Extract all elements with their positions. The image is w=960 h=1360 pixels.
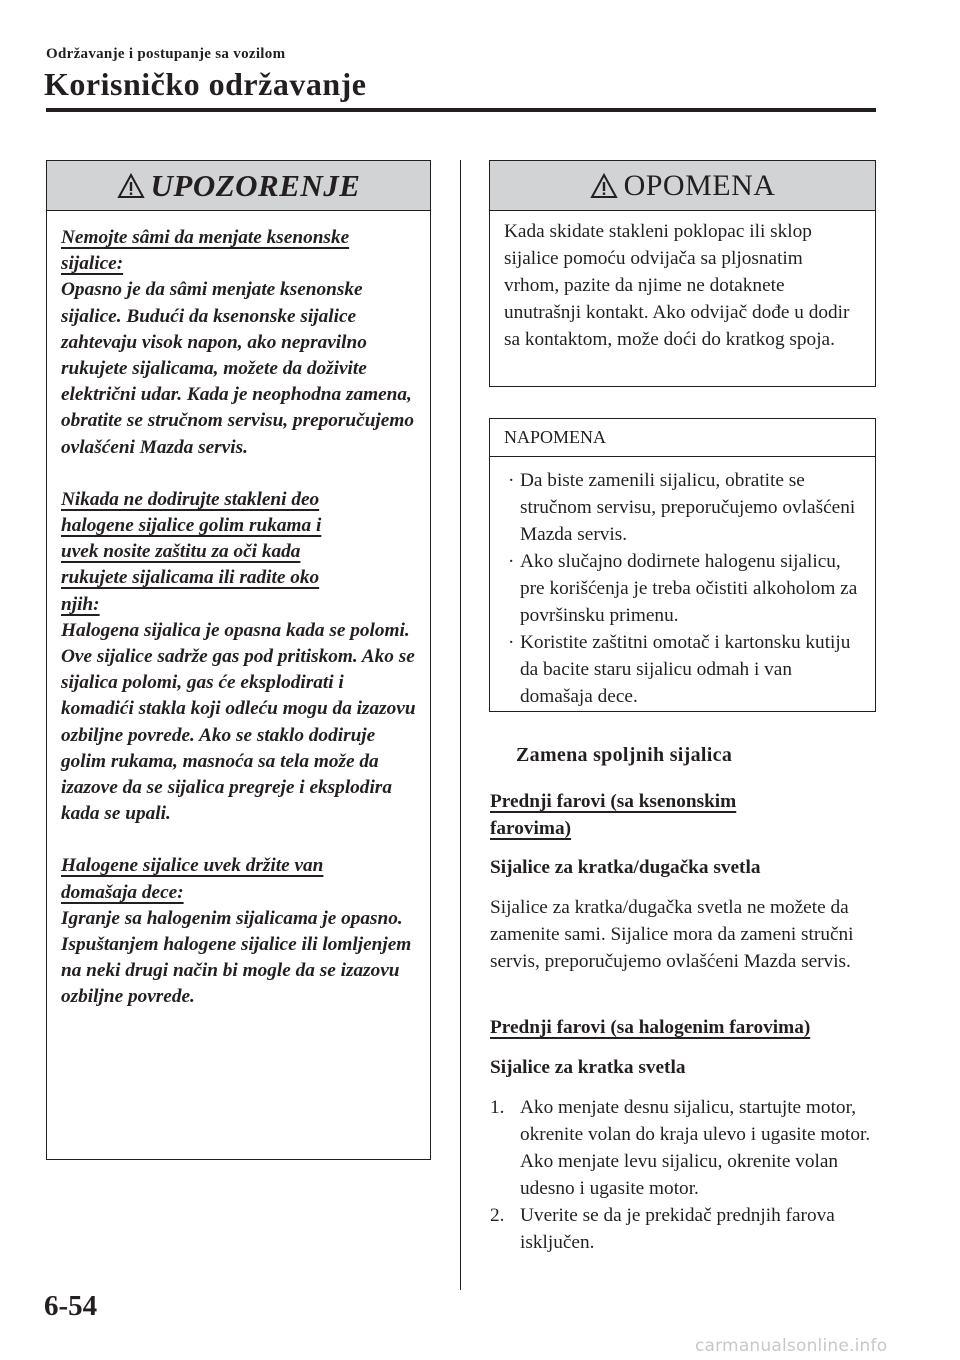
subsection-title-line: Prednji farovi (sa halogenim farovima) [490, 1017, 811, 1038]
step-text: Uverite se da je prekidač prednjih farova isključen. [520, 1205, 835, 1253]
note-item-text: Koristite zaštitni omotač i kartonsku kutiju da bacite staru sijalicu odmah i van domašaja dece. [520, 632, 851, 707]
subsection-title-xenon [490, 788, 878, 842]
list-item [490, 1094, 878, 1202]
warning-heading-line: sijalice: [61, 253, 124, 275]
warning-heading-line: Nikada ne dodirujte stakleni deo [61, 488, 320, 510]
step-number: 2. [490, 1205, 505, 1226]
warning-header [47, 161, 430, 211]
note-item [504, 629, 861, 710]
list-item [490, 1202, 878, 1256]
warning-heading-2 [61, 487, 416, 618]
step-number: 1. [490, 1097, 505, 1118]
subsection-title-line: farovima) [490, 818, 572, 839]
bullet-icon: · [508, 470, 515, 491]
note-item [504, 467, 861, 548]
page-number: 6-54 [44, 1290, 98, 1322]
warning-title: UPOZORENJE [150, 167, 361, 203]
watermark: carmanualsonline.info [695, 1336, 888, 1356]
warning-heading-line: Halogene sijalice uvek držite van [61, 855, 324, 877]
warning-body [47, 211, 430, 1011]
warning-heading-line: uvek nosite zaštitu za oči kada [61, 541, 301, 563]
note-title: NAPOMENA [490, 419, 875, 457]
caution-title: OPOMENA [623, 168, 776, 202]
warning-icon [117, 173, 145, 199]
section-header: Održavanje i postupanje sa vozilom [46, 46, 286, 62]
caution-header [490, 161, 875, 211]
warning-box [46, 160, 431, 1160]
page-title: Korisničko održavanje [44, 66, 367, 102]
note-box [489, 418, 876, 712]
section-title: Zamena spoljnih sijalica [516, 744, 733, 766]
warning-heading-3 [61, 853, 416, 905]
subheading-low-beam: Sijalice za kratka svetla [490, 1057, 686, 1078]
warning-text-1: Opasno je da sâmi menjate ksenonske sijalice. Budući da ksenonske sijalice zahtevaju visok napon, ako nepravilno rukujete sijalicama, možete da doživite električni udar. Kada je neophodna zamena, obratite se stručnom servisu, preporučujemo ovlašćeni Mazda servis. [61, 279, 414, 458]
subsection-title-halogen [490, 1014, 878, 1041]
note-body [490, 457, 875, 710]
bullet-icon: · [508, 632, 515, 653]
warning-heading-line: Nemojte sâmi da menjate ksenonske [61, 227, 350, 248]
warning-text-2: Halogena sijalica je opasna kada se polomi. Ove sijalice sadrže gas pod pritiskom. Ako se sijalica polomi, gas će eksplodirati i komadići stakla koji odleću mogu da izazovu ozbiljne povrede. Ako se staklo dodiruje golim rukama, masnoća sa tela može da izazove da se sijalica pregreje i eksplodira kada se upali. [61, 619, 416, 825]
subsection-title-line: Prednji farovi (sa ksenonskim [490, 791, 737, 812]
header-rule [46, 108, 876, 112]
warning-heading-1 [61, 225, 416, 277]
caution-box [489, 160, 876, 387]
warning-heading-line: domašaja dece: [61, 881, 184, 903]
note-item-text: Da biste zamenili sijalicu, obratite se stručnom servisu, preporučujemo ovlašćeni Mazda servis. [520, 470, 856, 545]
bullet-icon: · [508, 551, 515, 572]
subheading-low-high-beam: Sijalice za kratka/dugačka svetla [490, 857, 761, 878]
warning-heading-line: rukujete sijalicama ili radite oko [61, 567, 320, 589]
paragraph-xenon: Sijalice za kratka/dugačka svetla ne možete da zamenite sami. Sijalice mora da zameni stručni servis, preporučujemo ovlašćeni Mazda servis. [490, 897, 854, 972]
warning-icon [590, 173, 618, 199]
step-text: Ako menjate desnu sijalicu, startujte motor, okrenite volan do kraja ulevo i ugasite motor. Ako menjate levu sijalicu, okrenite volan udesno i ugasite motor. [520, 1097, 871, 1199]
warning-heading-line: njih: [61, 593, 100, 615]
warning-heading-line: halogene sijalice golim rukama i [61, 515, 322, 537]
note-item-text: Ako slučajno dodirnete halogenu sijalicu, pre korišćenja je treba očistiti alkoholom za površinsku primenu. [520, 551, 858, 626]
warning-text-3: Igranje sa halogenim sijalicama je opasno. Ispuštanjem halogene sijalice ili lomljenjem na neki drugi način bi mogle da se izazovu ozbiljne povrede. [61, 907, 412, 1008]
caution-text: Kada skidate stakleni poklopac ili sklop sijalice pomoću odvijača sa pljosnatim vrhom, pazite da njime ne dotaknete unutrašnji kontakt. Ako odvijač dođe u dodir sa kontaktom, može doći do kratkog spoja. [504, 221, 850, 350]
note-item [504, 548, 861, 629]
steps-list [490, 1094, 878, 1256]
column-divider [460, 160, 461, 1290]
